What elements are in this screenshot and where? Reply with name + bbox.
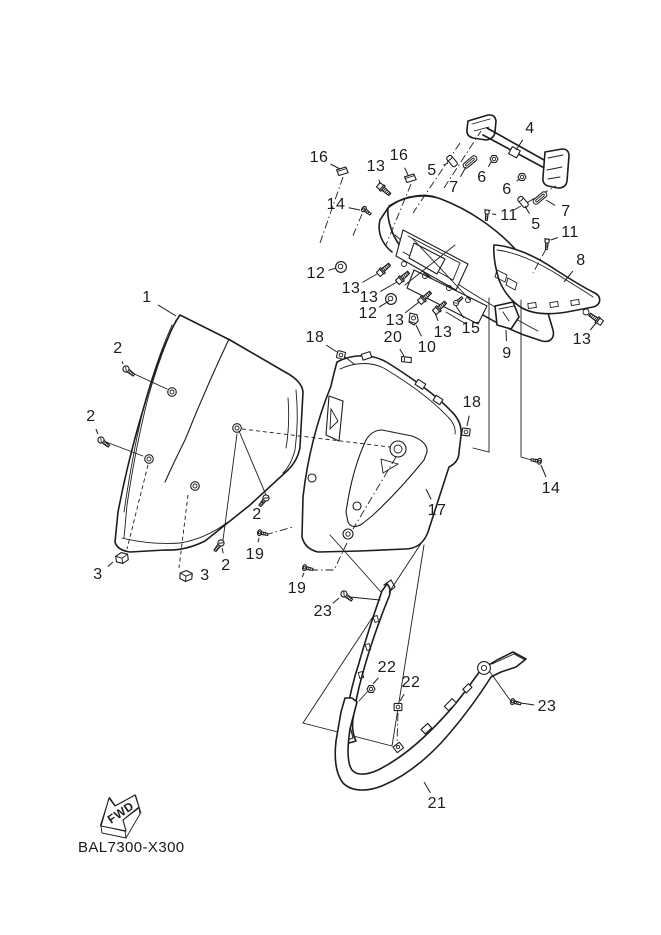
callout-label-22: 22 — [401, 674, 421, 691]
callout-label-14: 14 — [326, 196, 346, 213]
callout-label-6: 6 — [502, 181, 512, 198]
callout-label-11: 11 — [561, 224, 579, 241]
callout-label-5: 5 — [427, 162, 437, 179]
callout-label-3: 3 — [200, 567, 210, 584]
callout-label-20: 20 — [383, 329, 403, 346]
callout-label-13: 13 — [359, 289, 379, 306]
callout-label-5: 5 — [531, 216, 541, 233]
callout-label-2: 2 — [252, 506, 262, 523]
callout-label-8: 8 — [576, 252, 586, 269]
callout-label-6: 6 — [477, 169, 487, 186]
callout-label-18: 18 — [305, 329, 325, 346]
callout-label-17: 17 — [427, 502, 447, 519]
callout-label-23: 23 — [537, 698, 557, 715]
callout-label-12: 12 — [306, 265, 326, 282]
callout-label-7: 7 — [561, 203, 571, 220]
callout-label-19: 19 — [287, 580, 307, 597]
callout-label-9: 9 — [502, 345, 512, 362]
callout-label-3: 3 — [93, 566, 103, 583]
callout-label-13: 13 — [366, 158, 386, 175]
callout-label-4: 4 — [525, 120, 535, 137]
callout-label-13: 13 — [341, 280, 361, 297]
callout-label-10: 10 — [417, 339, 437, 356]
callout-label-22: 22 — [377, 659, 397, 676]
callout-label-13: 13 — [433, 324, 453, 341]
callout-label-12: 12 — [358, 305, 378, 322]
fwd-label: FWD — [104, 798, 137, 827]
callout-label-11: 11 — [500, 207, 518, 224]
part-code: BAL7300-X300 — [78, 839, 185, 856]
callout-label-16: 16 — [309, 149, 329, 166]
callout-label-16: 16 — [389, 147, 409, 164]
callout-label-23: 23 — [313, 603, 333, 620]
callout-label-13: 13 — [385, 312, 405, 329]
callout-label-7: 7 — [449, 179, 459, 196]
callout-label-2: 2 — [86, 408, 96, 425]
callout-label-14: 14 — [541, 480, 561, 497]
callout-label-2: 2 — [221, 557, 231, 574]
callout-label-2: 2 — [113, 340, 123, 357]
callout-label-21: 21 — [427, 795, 447, 812]
callout-label-19: 19 — [245, 546, 265, 563]
callout-label-15: 15 — [461, 320, 481, 337]
callout-label-1: 1 — [142, 289, 152, 306]
callout-label-13: 13 — [572, 331, 592, 348]
callout-label-18: 18 — [462, 394, 482, 411]
